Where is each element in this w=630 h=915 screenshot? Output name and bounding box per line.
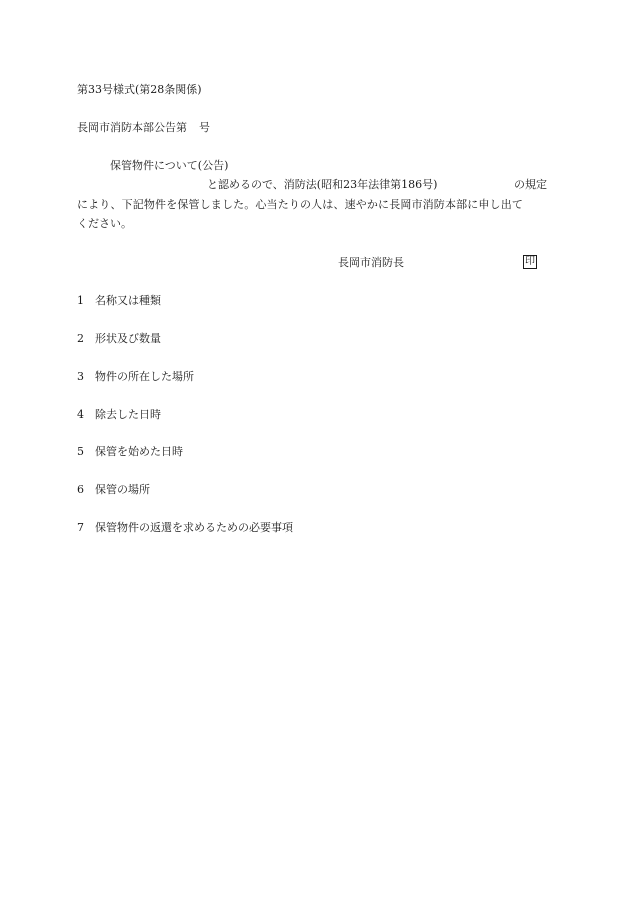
body-text-line1-b: の規定 xyxy=(514,178,547,191)
item-number: 3 xyxy=(77,370,84,383)
form-number: 第33号様式(第28条関係) xyxy=(77,83,202,96)
document-title: 保管物件について(公告) xyxy=(110,159,229,172)
item-number: 5 xyxy=(77,445,84,458)
list-item xyxy=(77,408,161,422)
list-item xyxy=(77,445,183,459)
notice-number-suffix: 号 xyxy=(199,121,210,134)
item-label: 保管の場所 xyxy=(95,483,150,496)
item-label: 保管を始めた日時 xyxy=(95,445,183,458)
notice-number xyxy=(77,121,210,135)
body-text-line2: により、下記物件を保管しました。心当たりの人は、速やかに長岡市消防本部に申し出て xyxy=(77,198,523,211)
body-text-line3: ください。 xyxy=(77,217,132,230)
list-item xyxy=(77,370,194,384)
list-item xyxy=(77,332,161,346)
list-item xyxy=(77,294,161,308)
item-label: 除去した日時 xyxy=(95,408,161,421)
body-text-line1-a: と認めるので、消防法(昭和23年法律第186号) xyxy=(207,178,438,191)
list-item xyxy=(77,483,150,497)
item-number: 4 xyxy=(77,408,84,421)
item-number: 2 xyxy=(77,332,84,345)
item-label: 名称又は種類 xyxy=(95,294,161,307)
item-label: 形状及び数量 xyxy=(95,332,161,345)
item-label: 物件の所在した場所 xyxy=(95,370,194,383)
seal-mark: 印 xyxy=(525,256,535,267)
notice-number-prefix: 長岡市消防本部公告第 xyxy=(77,121,187,134)
item-number: 6 xyxy=(77,483,84,496)
item-number: 7 xyxy=(77,521,84,534)
item-number: 1 xyxy=(77,294,84,307)
signatory-name: 長岡市消防長 xyxy=(338,256,404,269)
item-label: 保管物件の返還を求めるための必要事項 xyxy=(95,521,293,534)
list-item xyxy=(77,521,293,535)
